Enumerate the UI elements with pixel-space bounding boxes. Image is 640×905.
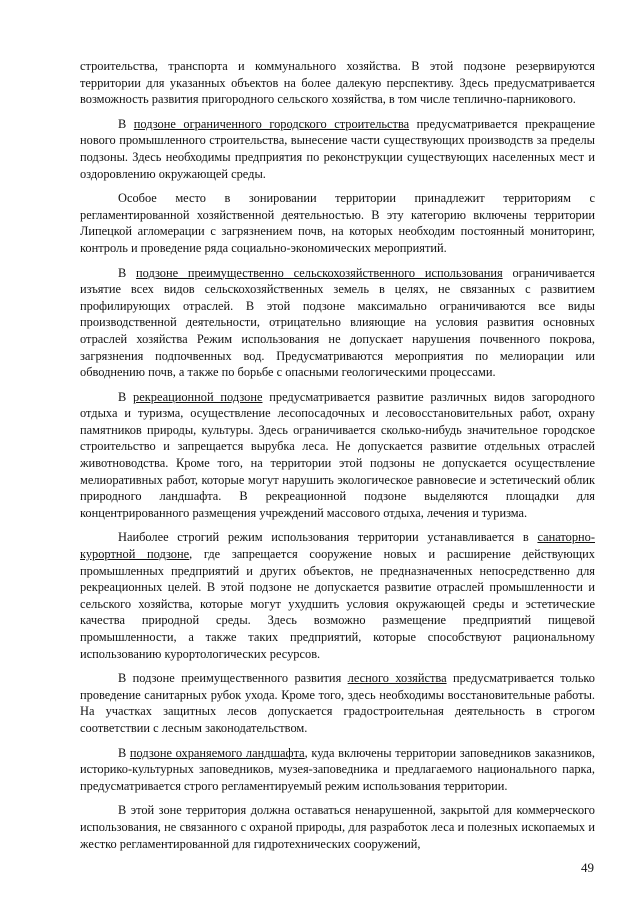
paragraph-text: В [118,389,134,404]
document-body [80,58,595,860]
underlined-term: подзоне ограниченного городского строительства [133,116,410,131]
paragraph-5 [80,389,595,522]
paragraph-text: В [118,116,134,131]
paragraph-6 [80,529,595,662]
paragraph-text: , куда включены территории заповедников заказников, историко-культурных заповедников, музея-заповедника и предлагаемого национального парка, предусматривается строго регламентируемый режим использования территории. [80,745,595,793]
paragraph-text: предусматривается прекращение нового промышленного строительства, вынесение части существующих производств за пределы подзоны. Здесь необходимы предприятия по реконструкции существующих населенных мест и оздоровлению окружающей среды. [80,116,595,181]
paragraph-8 [80,745,595,795]
paragraph-7 [80,670,595,736]
paragraph-text: В этой зоне территория должна оставаться ненарушенной, закрытой для коммерческого использования, не связанного с охраной природы, для разработок леса и полезных ископаемых и жестко регламентированной для гидротехнических сооружений, [80,803,595,851]
paragraph-text: В [118,265,137,280]
underlined-term: подзоне преимущественно сельскохозяйственного использования [136,265,503,280]
paragraph-9 [80,802,595,852]
underlined-term: лесного хозяйства [347,671,447,686]
paragraph-1 [80,58,595,108]
underlined-term: санаторно-курортной подзоне [80,530,595,562]
paragraph-text: предусматривается только проведение санитарных рубок ухода. Кроме того, здесь необходимы восстановительные работы. На участках защитных лесов допускается градостроительная деятельность в строгом соответствии с лесным законодательством. [80,671,595,735]
paragraph-text: В [118,745,130,760]
paragraph-text: В подзоне преимущественного развития [118,671,348,686]
paragraph-2 [80,116,595,182]
page-number: 49 [581,860,594,875]
underlined-term: подзоне охраняемого ландшафта [129,745,305,760]
paragraph-text: , где запрещается сооружение новых и расширение действующих промышленных предприятий и других объектов, не предназначенных непосредственно для рекреационных целей. В этой подзоне не допускается развитие отраслей промышленности и сельского хозяйства, которые могут ухудшить условия окружающей среды и эстетические качества природной среды. Здесь возможно размещение предприятий пищевой промышленности, а также таких предприятий, которые способствуют рациональному использованию курортологических ресурсов. [80,547,595,661]
paragraph-text: Особое место в зонировании территории принадлежит территориям с регламентированной хозяйственной деятельностью. В эту категорию включены территории Липецкой агломерации с загрязнением почв, на которых необходим постоянный мониторинг, контроль и проведение ряда социально-экономических мероприятий. [80,191,595,255]
paragraph-text: предусматривается развитие различных видов загородного отдыха и туризма, осуществление лесопосадочных и лесовосстановительных работ, охрану памятников природы, культуры. Здесь ограничивается сколько-нибудь значительное городское строительство и запрещается вырубка леса. Не допускается развитие отдельных отраслей животноводства. Кроме того, на территории этой подзоны не допускается осуществление мелиоративных работ, которые могут нарушить экологическое равновесие и эстетический облик природного ландшафта. В рекреационной подзоне выделяются площадки для концентрированного размещения учреждений массового отдыха, лечения и туризма. [80,389,595,520]
paragraph-text: Наиболее строгий режим использования территории устанавливается в [118,530,538,545]
paragraph-4 [80,265,595,381]
paragraph-3 [80,190,595,256]
paragraph-text: ограничивается изъятие всех видов сельскохозяйственных земель в целях, не связанных с развитием профилирующих отраслей. В этой подзоне максимально ограничиваются все виды производственной деятельности, отрицательно влияющие на условия развития основных отраслей хозяйства Режим использования не допускает нарушения почвенного покрова, загрязнения подпочвенных вод. Предусматриваются мероприятия по мелиорации или обводнению почв, а также по борьбе с опасными геологическими процессами. [80,265,595,380]
paragraph-text: строительства, транспорта и коммунального хозяйства. В этой подзоне резервируются территории для указанных объектов на более далекую перспективу. Здесь предусматривается возможность развития пригородного сельского хозяйства, в том числе теплично-парникового. [80,59,595,107]
underlined-term: рекреационной подзоне [133,389,263,404]
